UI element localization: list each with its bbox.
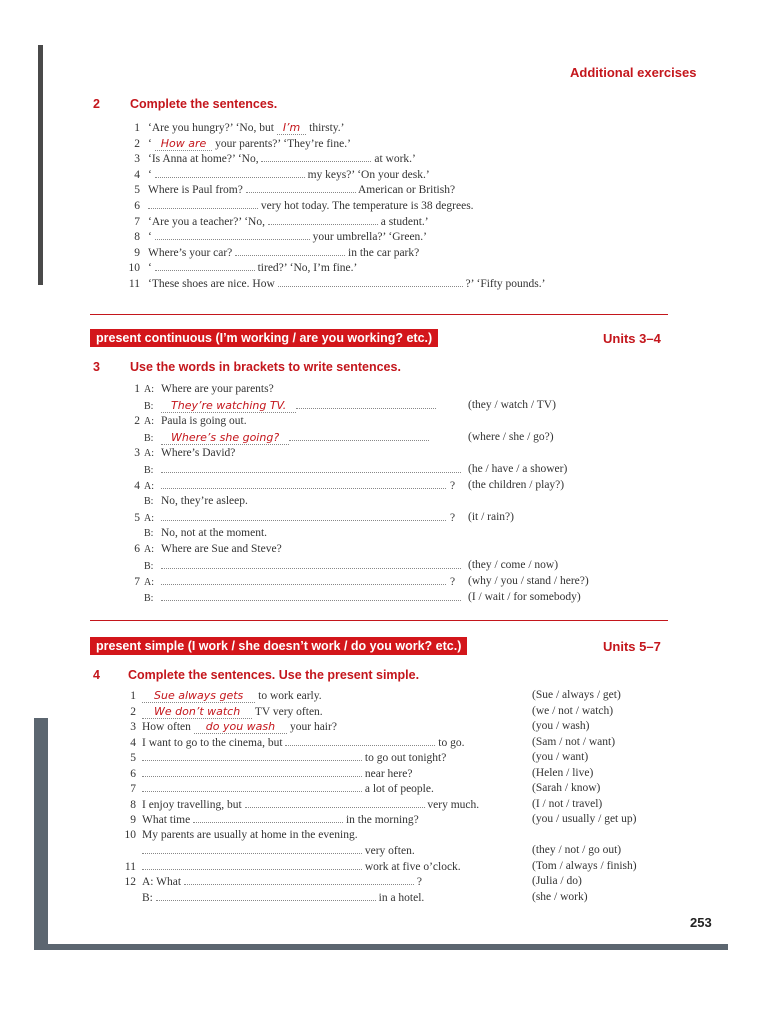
line-text: What time	[142, 814, 191, 826]
speaker-label: B:	[144, 465, 154, 476]
line-text: Paula is going out.	[161, 415, 247, 427]
section-rule	[90, 620, 668, 621]
exercise-line	[122, 705, 323, 719]
answer-blank[interactable]	[161, 511, 446, 521]
hint-words: (you / usually / get up)	[532, 813, 637, 825]
line-number: 5	[134, 184, 140, 197]
line-number: 4	[130, 736, 136, 749]
exercise-line	[122, 767, 412, 780]
binding-edge-bottom	[34, 718, 48, 950]
exercise-line	[122, 479, 455, 492]
exercise-line	[122, 415, 247, 427]
answer-blank[interactable]	[285, 736, 435, 746]
line-text: my keys?’ ‘On your desk.’	[307, 168, 430, 181]
line-number: 8	[130, 798, 136, 811]
exercise-line	[122, 689, 322, 703]
handwritten-answer: They’re watching TV.	[161, 399, 296, 413]
line-text: ?	[416, 876, 422, 888]
line-number: 12	[124, 876, 136, 888]
hint-words: (Sam / not / want)	[532, 735, 616, 748]
line-text: I want to go to the cinema, but	[142, 736, 283, 749]
units-label-5-7: Units 5–7	[603, 639, 661, 654]
hint-words: (it / rain?)	[468, 511, 514, 523]
exercise-line	[122, 261, 357, 274]
exercise-line	[122, 575, 455, 588]
hint-words: (we / not / watch)	[532, 704, 614, 717]
exercise-line	[122, 183, 455, 196]
line-number: 11	[124, 860, 136, 873]
answer-blank[interactable]	[268, 215, 378, 225]
line-text: Where’s David?	[161, 447, 236, 459]
hint-words: (they / watch / TV)	[468, 399, 556, 411]
line-number: 1	[134, 122, 140, 134]
binding-edge-top	[38, 45, 43, 285]
bottom-edge	[34, 944, 728, 950]
line-text: very often.	[364, 845, 415, 857]
answer-blank[interactable]	[161, 463, 461, 473]
answer-blank[interactable]	[155, 230, 310, 240]
exercise-line	[122, 798, 479, 811]
exercise-line	[122, 137, 351, 151]
question-mark: ?	[450, 576, 456, 588]
speaker-label: A:	[144, 544, 154, 555]
line-text: ‘Is Anna at home?’ ‘No,	[148, 153, 259, 166]
units-label-3-4: Units 3–4	[603, 331, 661, 346]
line-text: Where are Sue and Steve?	[161, 543, 282, 555]
line-text: in the car park?	[348, 246, 420, 259]
section-banner-present-simple: present simple (I work / she doesn’t work / do you work? etc.)	[90, 637, 467, 655]
exercise-line	[122, 591, 461, 604]
line-text: B:	[142, 891, 153, 904]
hint-words: (you / want)	[532, 751, 589, 763]
speaker-label: B:	[144, 528, 154, 539]
question-mark: ?	[450, 512, 456, 524]
line-number: 7	[130, 783, 136, 795]
exercise-line	[122, 277, 546, 290]
line-text: very much.	[427, 798, 480, 811]
exercise-line	[122, 720, 337, 734]
exercise-line	[122, 844, 415, 857]
exercise-line	[122, 559, 461, 572]
exercise-line	[122, 399, 436, 413]
line-text: a lot of people.	[364, 783, 434, 795]
line-text: ‘	[148, 262, 152, 275]
answer-blank[interactable]	[261, 152, 371, 162]
hint-words: (I / not / travel)	[532, 797, 603, 810]
line-number: 6	[134, 200, 140, 212]
line-number: 4	[134, 480, 140, 492]
exercise-line	[122, 121, 345, 135]
exercise-2-number: 2	[93, 97, 100, 111]
exercise-4-number: 4	[93, 668, 100, 682]
line-text: thirsty.’	[309, 122, 345, 134]
line-text: ‘These shoes are nice. How	[148, 278, 275, 290]
line-text: A: What	[142, 876, 182, 888]
line-text: No, they’re asleep.	[161, 495, 248, 507]
line-number: 7	[134, 576, 140, 588]
line-number: 5	[130, 752, 136, 764]
answer-blank[interactable]	[155, 261, 255, 271]
handwritten-answer: do you wash	[194, 720, 287, 734]
answer-blank[interactable]	[289, 431, 429, 441]
line-number: 8	[134, 231, 140, 244]
exercise-line	[122, 463, 461, 476]
line-text: I enjoy travelling, but	[142, 798, 242, 811]
handwritten-answer: How are	[155, 137, 213, 151]
answer-blank[interactable]	[184, 875, 414, 885]
line-text: your hair?	[289, 721, 337, 733]
line-text: your parents?’ ‘They’re fine.’	[215, 137, 351, 150]
line-text: to go out tonight?	[364, 752, 447, 764]
line-text: your umbrella?’ ‘Green.’	[312, 231, 428, 244]
hint-words: (Tom / always / finish)	[532, 859, 637, 872]
line-text: My parents are usually at home in the evening.	[142, 828, 358, 841]
line-number: 1	[130, 690, 136, 702]
speaker-label: B:	[144, 593, 154, 604]
line-text: very hot today. The temperature is 38 degrees.	[260, 200, 474, 212]
answer-blank[interactable]	[156, 891, 376, 901]
exercise-line	[122, 813, 419, 826]
speaker-label: B:	[144, 496, 154, 507]
line-text: TV very often.	[254, 705, 323, 718]
answer-blank[interactable]	[296, 399, 436, 409]
hint-words: (they / not / go out)	[532, 844, 622, 856]
handwritten-answer: We don’t watch	[142, 705, 252, 719]
answer-blank[interactable]	[142, 860, 362, 870]
answer-blank[interactable]	[161, 575, 446, 585]
line-text: How often	[142, 721, 191, 733]
speaker-label: A:	[144, 384, 154, 395]
exercise-line	[122, 891, 424, 904]
line-text: Where’s your car?	[148, 246, 233, 259]
exercise-line	[122, 230, 427, 243]
exercise-line	[122, 495, 248, 507]
line-number: 4	[134, 168, 140, 181]
page-number: 253	[690, 915, 712, 930]
answer-blank[interactable]	[142, 767, 362, 777]
exercise-line	[122, 511, 455, 524]
answer-blank[interactable]	[235, 246, 345, 256]
exercise-line	[122, 829, 358, 841]
hint-words: (you / wash)	[532, 720, 590, 732]
line-text: Where is Paul from?	[148, 184, 243, 197]
line-number: 2	[134, 415, 140, 427]
speaker-label: A:	[144, 577, 154, 588]
exercise-line	[122, 246, 419, 259]
speaker-label: B:	[144, 433, 154, 444]
exercise-3-title: Use the words in brackets to write sentences.	[130, 360, 401, 374]
line-text: a student.’	[380, 215, 429, 228]
line-text: No, not at the moment.	[161, 527, 268, 539]
line-number: 5	[134, 512, 140, 524]
question-mark: ?	[450, 480, 456, 492]
exercise-line	[122, 383, 274, 395]
answer-blank[interactable]	[142, 782, 362, 792]
exercise-line	[122, 527, 267, 539]
line-number: 2	[134, 137, 140, 150]
speaker-label: B:	[144, 401, 154, 412]
hint-words: (they / come / now)	[468, 559, 559, 571]
line-number: 2	[130, 705, 136, 718]
exercise-line	[122, 543, 282, 555]
line-number: 11	[128, 278, 140, 290]
section-rule	[90, 314, 668, 315]
exercise-3-number: 3	[93, 360, 100, 374]
speaker-label: A:	[144, 448, 154, 459]
exercise-line	[122, 875, 422, 888]
line-text: at work.’	[374, 153, 416, 166]
line-text: in a hotel.	[378, 891, 425, 904]
line-number: 9	[130, 814, 136, 826]
line-text: ‘Are you hungry?’ ‘No, but	[148, 122, 274, 134]
handwritten-answer: Sue always gets	[142, 689, 255, 703]
answer-blank[interactable]	[161, 559, 461, 569]
exercise-line	[122, 736, 464, 749]
line-text: to work early.	[258, 690, 322, 702]
answer-blank[interactable]	[142, 844, 362, 854]
line-text: ‘	[148, 137, 152, 150]
hint-words: (where / she / go?)	[468, 431, 554, 443]
answer-blank[interactable]	[246, 183, 356, 193]
answer-blank[interactable]	[245, 798, 425, 808]
exercise-line	[122, 447, 235, 459]
line-text: in the morning?	[345, 814, 419, 826]
handwritten-answer: Where’s she going?	[161, 431, 289, 445]
answer-blank[interactable]	[278, 277, 463, 287]
exercise-4-title: Complete the sentences. Use the present simple.	[128, 668, 420, 682]
hint-words: (why / you / stand / here?)	[468, 575, 589, 587]
hint-words: (Helen / live)	[532, 766, 594, 779]
answer-blank[interactable]	[193, 813, 343, 823]
handwritten-answer: I’m	[277, 121, 306, 135]
speaker-label: A:	[144, 481, 154, 492]
line-text: American or British?	[357, 184, 456, 197]
hint-words: (he / have / a shower)	[468, 463, 568, 475]
line-number: 7	[134, 215, 140, 228]
answer-blank[interactable]	[155, 168, 305, 178]
section-banner-present-continuous: present continuous (I’m working / are you working? etc.)	[90, 329, 438, 347]
answer-blank[interactable]	[148, 199, 258, 209]
line-text: ‘Are you a teacher?’ ‘No,	[148, 215, 265, 228]
line-number: 3	[130, 721, 136, 733]
hint-words: (I / wait / for somebody)	[468, 591, 581, 603]
line-number: 9	[134, 246, 140, 259]
line-text: work at five o’clock.	[364, 860, 461, 873]
exercise-line	[122, 782, 434, 795]
speaker-label: A:	[144, 416, 154, 427]
line-text: tired?’ ‘No, I’m fine.’	[257, 262, 358, 275]
line-number: 6	[134, 543, 140, 555]
speaker-label: B:	[144, 561, 154, 572]
exercise-line	[122, 751, 446, 764]
line-text: ‘	[148, 231, 152, 244]
exercise-line	[122, 431, 429, 445]
line-text: Where are your parents?	[161, 383, 274, 395]
line-text: ?’ ‘Fifty pounds.’	[465, 278, 546, 290]
exercise-line	[122, 215, 429, 228]
line-number: 3	[134, 447, 140, 459]
line-number: 10	[124, 828, 136, 841]
speaker-label: A:	[144, 513, 154, 524]
hint-words: (Sarah / know)	[532, 782, 601, 794]
exercise-line	[122, 860, 461, 873]
line-number: 10	[128, 262, 140, 275]
line-text: to go.	[438, 736, 465, 749]
line-number: 6	[130, 767, 136, 780]
line-number: 1	[134, 383, 140, 395]
exercise-line	[122, 199, 474, 212]
answer-blank[interactable]	[161, 591, 461, 601]
answer-blank[interactable]	[142, 751, 362, 761]
hint-words: (she / work)	[532, 890, 588, 903]
page-header: Additional exercises	[570, 65, 697, 80]
hint-words: (Sue / always / get)	[532, 689, 621, 701]
hint-words: (the children / play?)	[468, 479, 565, 491]
answer-blank[interactable]	[161, 479, 446, 489]
line-text: near here?	[364, 767, 413, 780]
line-text: ‘	[148, 168, 152, 181]
exercise-line	[122, 152, 416, 165]
line-number: 3	[134, 153, 140, 166]
exercise-2-title: Complete the sentences.	[130, 97, 278, 111]
hint-words: (Julia / do)	[532, 875, 582, 887]
exercise-line	[122, 168, 430, 181]
